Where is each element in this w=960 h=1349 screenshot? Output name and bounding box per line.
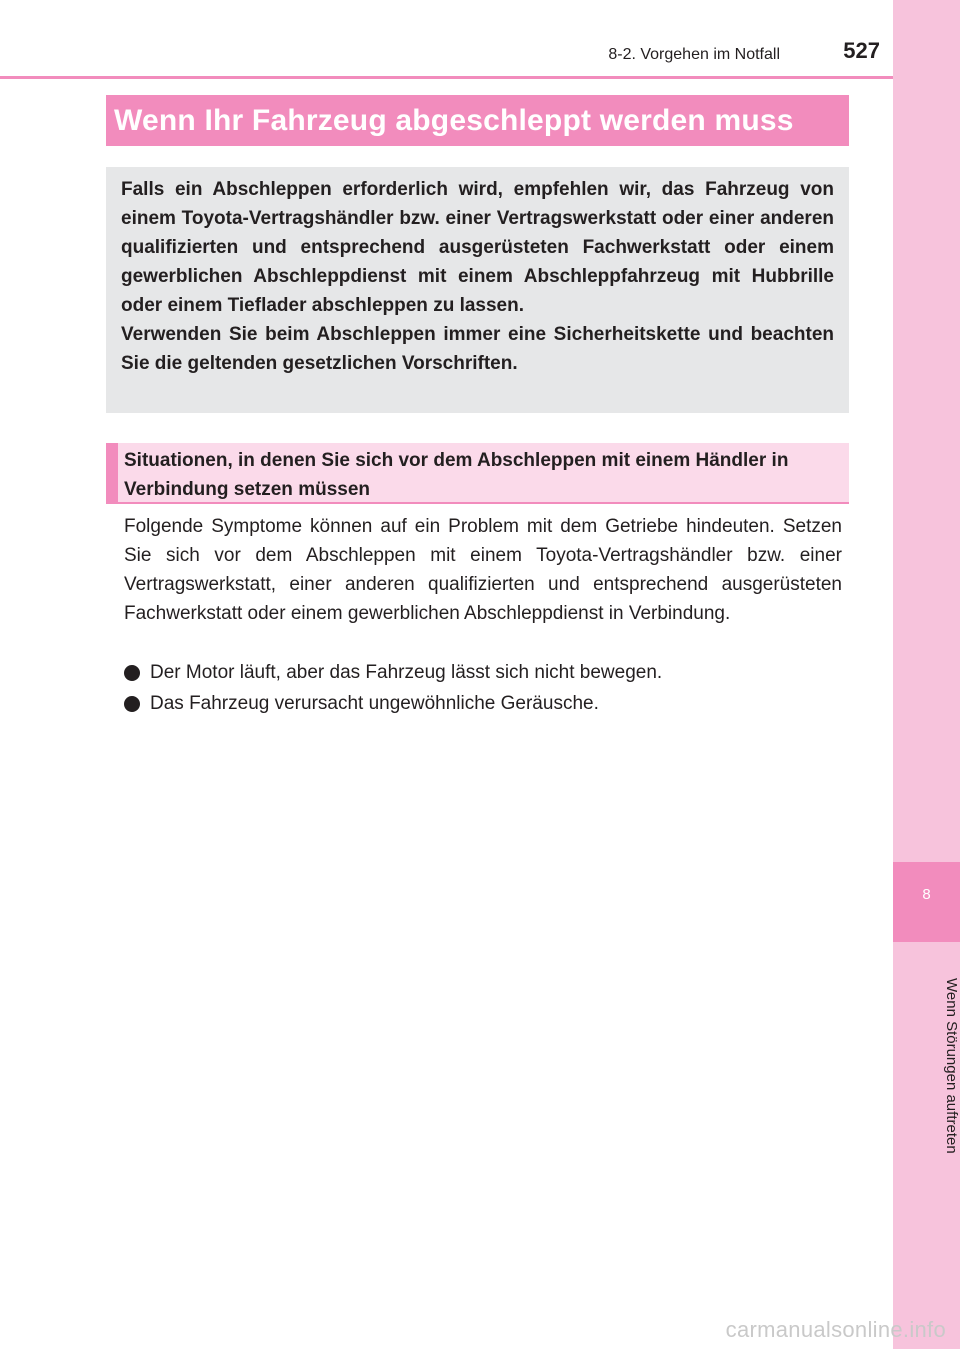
subsection-heading-box <box>106 443 849 504</box>
bullet-dot-icon <box>124 665 140 681</box>
intro-box <box>106 167 849 413</box>
intro-paragraph-1: Falls ein Abschleppen erforderlich wird, empfehlen wir, das Fahrzeug von einem Toyota-Vertragshändler bzw. einer Vertragswerkstatt oder einer anderen qualifizierten und entsprechend ausgerüsteten Fachwerkstatt oder einem gewerblichen Abschleppdienst mit einem Abschleppfahrzeug mit Hubbrille oder einem Tieflader abschleppen zu lassen. <box>121 179 834 316</box>
page-number: 527 <box>843 38 880 63</box>
list-item <box>124 657 842 688</box>
subsection-heading: Situationen, in denen Sie sich vor dem Abschleppen mit einem Händler in Verbindung setzen müssen <box>124 450 789 500</box>
bullet-dot-icon <box>124 696 140 712</box>
chapter-title: Wenn Störungen auftreten <box>943 978 960 1154</box>
page-title-bar <box>106 95 849 146</box>
chapter-side-tab <box>893 0 960 1349</box>
symptom-list <box>124 657 842 719</box>
heading-accent-bar <box>106 443 118 502</box>
page-title: Wenn Ihr Fahrzeug abgeschleppt werden muss <box>114 103 794 137</box>
header-rule <box>0 76 893 79</box>
intro-paragraph-2: Verwenden Sie beim Abschleppen immer eine Sicherheitskette und beachten Sie die geltenden gesetzlichen Vorschriften. <box>121 324 834 374</box>
list-item-text: Das Fahrzeug verursacht ungewöhnliche Geräusche. <box>150 693 599 714</box>
watermark: carmanualsonline.info <box>725 1317 946 1342</box>
subsection-body: Folgende Symptome können auf ein Problem mit dem Getriebe hindeuten. Setzen Sie sich vor dem Abschleppen mit einem Toyota-Vertragshändler bzw. einer Vertragswerkstatt, einer anderen qualifizierten und entsprechend ausgerüsteten Fachwerkstatt oder einem gewerblichen Abschleppdienst in Verbindung. <box>124 516 842 624</box>
list-item <box>124 688 842 719</box>
section-label: 8-2. Vorgehen im Notfall <box>608 46 780 63</box>
list-item-text: Der Motor läuft, aber das Fahrzeug lässt sich nicht bewegen. <box>150 662 663 683</box>
chapter-number: 8 <box>893 862 960 942</box>
